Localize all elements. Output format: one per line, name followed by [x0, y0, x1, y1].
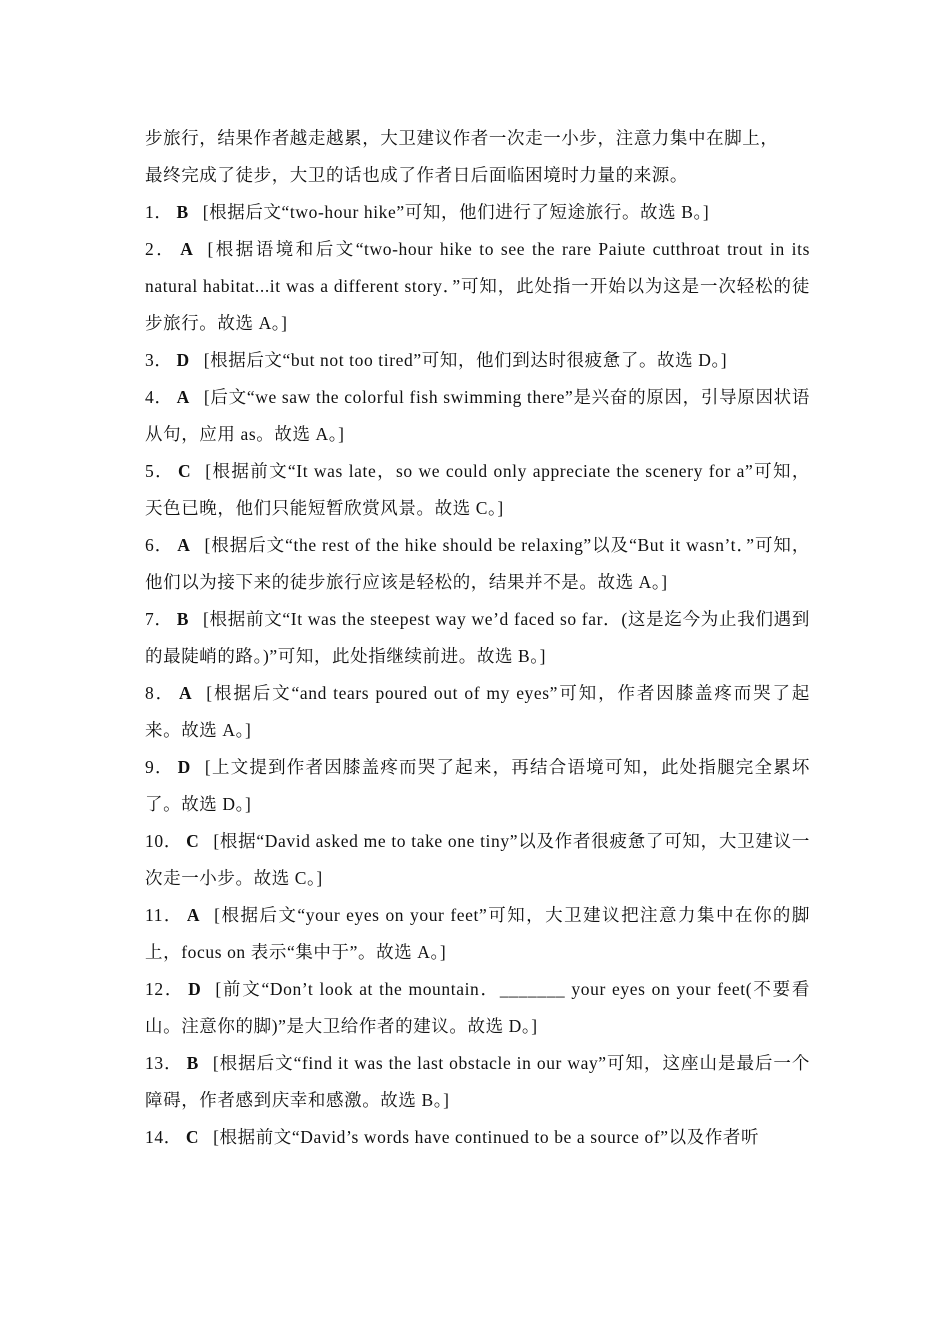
item-explanation: [根据前文“It was the steepest way we’d faced so far．(这是迄今为止我们遇到的最陡峭的路。)”可知，此处指继续前进。故选 B。] [145, 609, 810, 666]
item-explanation: [根据后文“the rest of the hike should be relaxing”以及“But it wasn’t．”可知，他们以为接下来的徒步旅行应该是轻松的，结果并不是。故选 A。] [145, 535, 811, 592]
item-answer: A [180, 239, 194, 259]
item-explanation: [后文“we saw the colorful fish swimming there”是兴奋的原因，引导原因状语从句，应用 as。故选 A。] [145, 387, 810, 444]
intro-line-2: 最终完成了徒步，大卫的话也成了作者日后面临困境时力量的来源。 [145, 165, 688, 185]
intro-line-1: 步旅行，结果作者越走越累，大卫建议作者一次走一小步，注意力集中在脚上， [145, 128, 779, 148]
item-number: 9． [145, 757, 174, 777]
item-number: 8． [145, 683, 176, 703]
item-answer: A [176, 387, 190, 407]
answer-item-11 [145, 897, 810, 971]
item-explanation: [上文提到作者因膝盖疼而哭了起来，再结合语境可知，此处指腿完全累坏了。故选 D。] [145, 757, 811, 814]
item-number: 10． [145, 831, 183, 851]
answer-item-5 [145, 453, 810, 527]
answer-item-8 [145, 675, 810, 749]
item-answer: C [186, 831, 200, 851]
item-explanation: [根据后文“find it was the last obstacle in our way”可知，这座山是最后一个障碍，作者感到庆幸和感激。故选 B。] [145, 1053, 810, 1110]
item-answer: B [186, 1053, 199, 1073]
item-answer: D [177, 757, 191, 777]
item-answer: C [185, 1127, 200, 1147]
answer-item-1 [145, 194, 810, 231]
item-number: 4． [145, 387, 173, 407]
answer-item-6 [145, 527, 810, 601]
item-explanation: [根据后文“and tears poured out of my eyes”可知，作者因膝盖疼而哭了起来。故选 A。] [145, 683, 810, 740]
item-explanation: [根据前文“It was late，so we could only appreciate the scenery for a”可知，天色已晚，他们只能短暂欣赏风景。故选 C。] [145, 461, 810, 518]
item-number: 5． [145, 461, 174, 481]
item-number: 12． [145, 979, 185, 999]
answer-item-2 [145, 231, 810, 342]
item-answer: A [179, 683, 193, 703]
item-number: 2． [145, 239, 177, 259]
item-explanation: [根据前文“David’s words have continued to be a source of”以及作者听 [213, 1127, 760, 1147]
answer-item-4 [145, 379, 810, 453]
item-explanation: [前文“Don’t look at the mountain．_______ your eyes on your feet(不要看山。注意你的脚)”是大卫给作者的建议。故选 D。] [145, 979, 810, 1036]
answer-item-3 [145, 342, 810, 379]
item-explanation: [根据后文“but not too tired”可知，他们到达时很疲惫了。故选 D。] [203, 350, 728, 370]
item-answer: B [176, 609, 189, 629]
answer-item-7 [145, 601, 810, 675]
item-number: 1． [145, 202, 173, 222]
item-explanation: [根据后文“your eyes on your feet”可知，大卫建议把注意力集中在你的脚上，focus on 表示“集中于”。故选 A。] [145, 905, 811, 962]
item-number: 11． [145, 905, 183, 925]
item-answer: B [176, 202, 189, 222]
answer-item-13 [145, 1045, 810, 1119]
item-answer: C [178, 461, 192, 481]
item-number: 6． [145, 535, 174, 555]
item-number: 14． [145, 1127, 182, 1147]
item-explanation: [根据后文“two-hour hike”可知，他们进行了短途旅行。故选 B。] [202, 202, 710, 222]
item-answer: D [188, 979, 202, 999]
item-number: 3． [145, 350, 173, 370]
answer-item-9 [145, 749, 810, 823]
answer-document [145, 120, 810, 1156]
item-explanation: [根据“David asked me to take one tiny”以及作者很疲惫了可知，大卫建议一次走一小步。故选 C。] [145, 831, 810, 888]
item-explanation: [根据语境和后文“two-hour hike to see the rare Paiute cutthroat trout in its natural habitat...it was a different story．”可知，此处指一开始以为这是一次轻松的徒步旅行。故选 A。] [145, 239, 811, 333]
item-number: 7． [145, 609, 173, 629]
answer-item-12 [145, 971, 810, 1045]
item-answer: A [186, 905, 201, 925]
answer-item-10 [145, 823, 810, 897]
item-number: 13． [145, 1053, 183, 1073]
answer-item-14 [145, 1119, 810, 1156]
item-answer: A [177, 535, 191, 555]
item-answer: D [176, 350, 190, 370]
